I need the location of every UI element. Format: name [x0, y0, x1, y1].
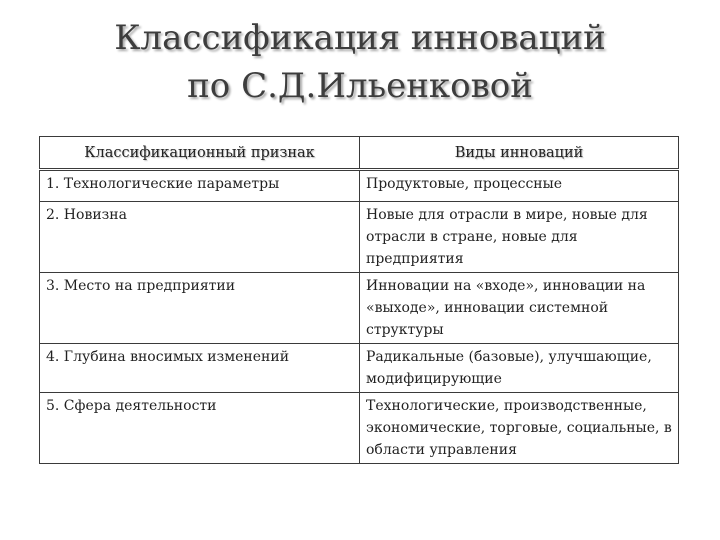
slide-title-line-1: Классификация инноваций [114, 18, 606, 58]
table-row [40, 170, 679, 202]
criterion-cell: 3. Место на предприятии [40, 273, 360, 344]
classification-table [39, 136, 679, 464]
slide-title-line-2: по С.Д.Ильенковой [187, 66, 533, 106]
types-cell: Технологические, производственные, экономические, торговые, социальные, в области управления [360, 393, 679, 464]
table-row [40, 344, 679, 393]
criterion-cell: 4. Глубина вносимых изменений [40, 344, 360, 393]
header-types: Виды инноваций [360, 137, 679, 170]
criterion-cell: 1. Технологические параметры [40, 170, 360, 202]
table-row [40, 202, 679, 273]
criterion-cell: 2. Новизна [40, 202, 360, 273]
table-row [40, 393, 679, 464]
header-criterion: Классификационный признак [40, 137, 360, 170]
types-cell: Новые для отрасли в мире, новые для отрасли в стране, новые для предприятия [360, 202, 679, 273]
types-cell: Радикальные (базовые), улучшающие, модифицирующие [360, 344, 679, 393]
table-header-row [40, 137, 679, 170]
types-cell: Продуктовые, процессные [360, 170, 679, 202]
slide-title [0, 14, 720, 110]
types-cell: Инновации на «входе», инновации на «выходе», инновации системной структуры [360, 273, 679, 344]
criterion-cell: 5. Сфера деятельности [40, 393, 360, 464]
table-row [40, 273, 679, 344]
